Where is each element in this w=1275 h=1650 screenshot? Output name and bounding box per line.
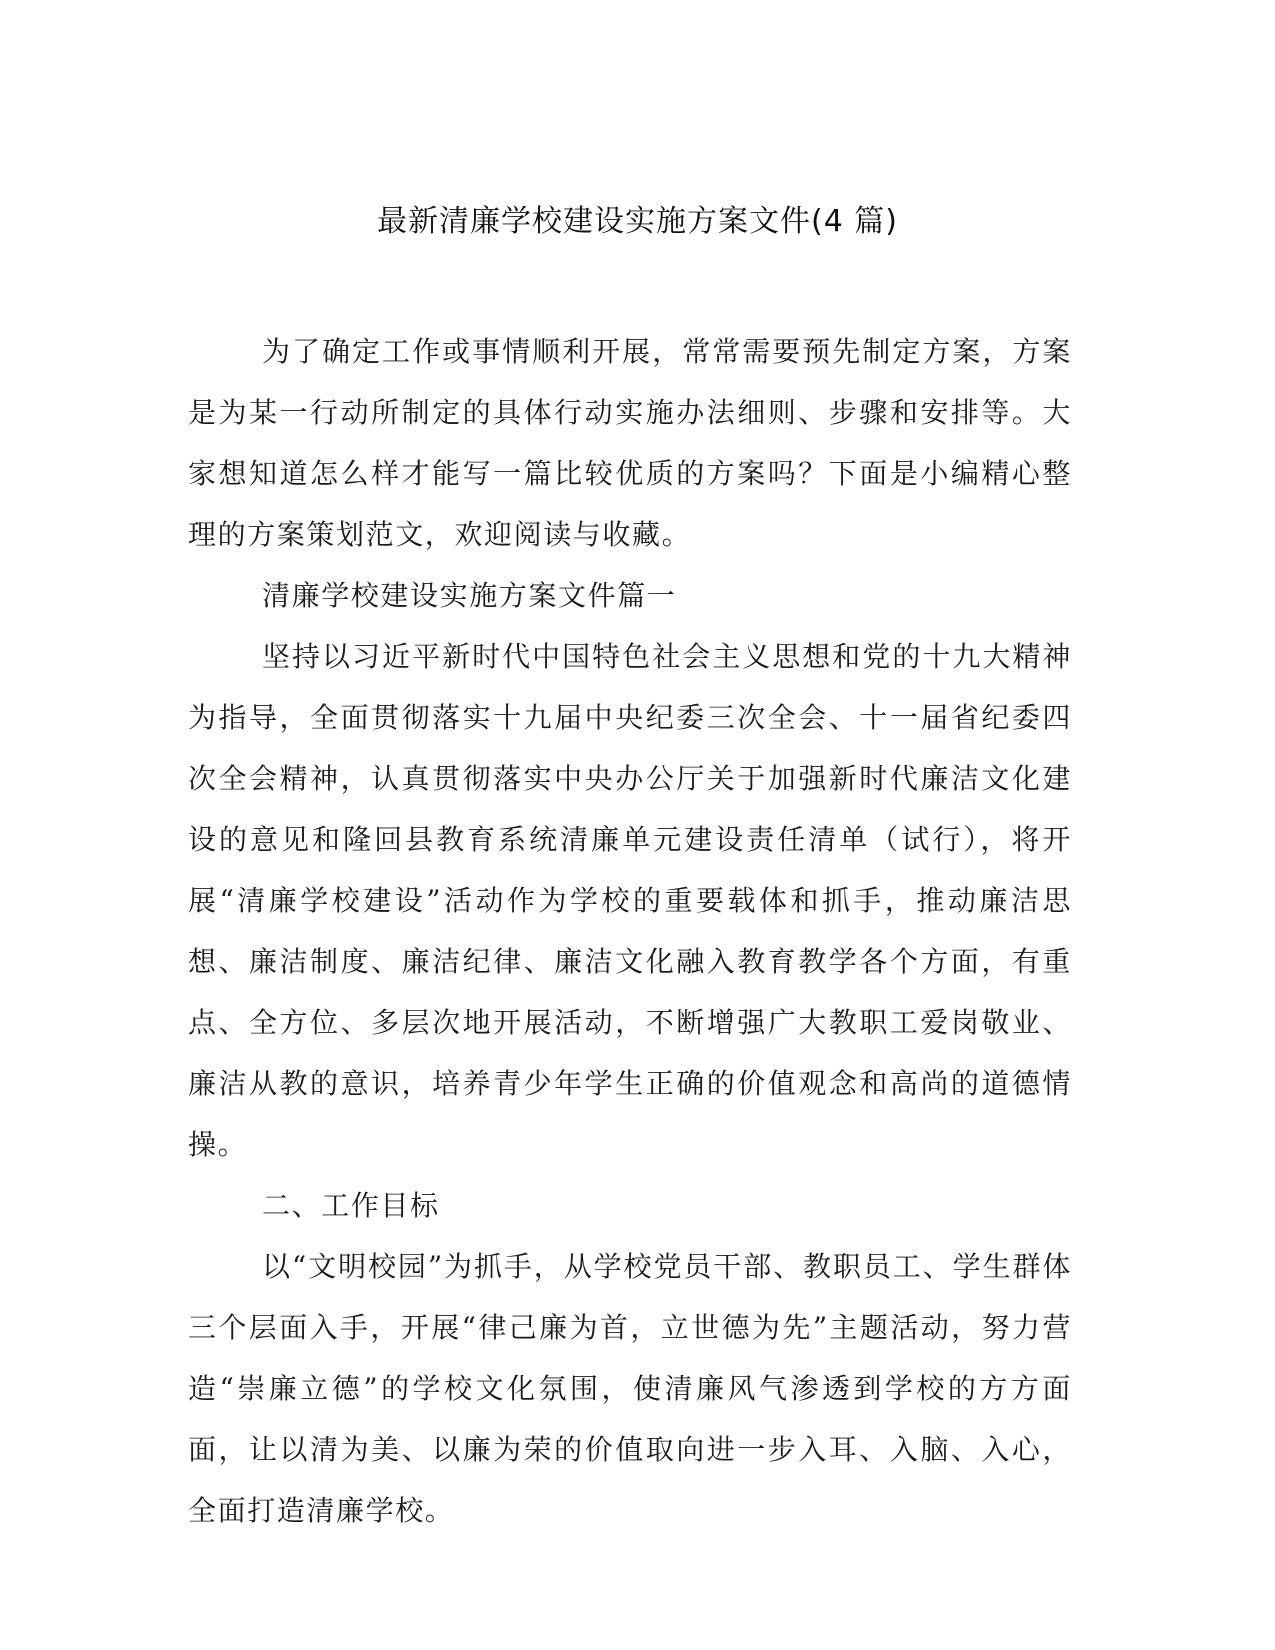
document-body xyxy=(188,321,1072,1541)
work-goals-paragraph: 以“文明校园”为抓手，从学校党员干部、教职员工、学生群体三个层面入手，开展“律己廉为首，立世德为先”主题活动，努力营造“崇廉立德”的学校文化氛围，使清廉风气渗透到学校的方方面面，让以清为美、以廉为荣的价值取向进一步入耳、入脑、入心，全面打造清廉学校。 xyxy=(188,1250,1072,1527)
document-title: 最新清廉学校建设实施方案文件(4 篇) xyxy=(376,204,899,239)
guiding-principle-paragraph: 坚持以习近平新时代中国特色社会主义思想和党的十九大精神为指导，全面贯彻落实十九届中央纪委三次全会、十一届省纪委四次全会精神，认真贯彻落实中央办公厅关于加强新时代廉洁文化建设的意见和隆回县教育系统清廉单元建设责任清单（试行），将开展“清廉学校建设”活动作为学校的重要载体和抓手，推动廉洁思想、廉洁制度、廉洁纪律、廉洁文化融入教育教学各个方面，有重点、全方位、多层次地开展活动，不断增强广大教职工爱岗敬业、廉洁从教的意识，培养青少年学生正确的价值观念和高尚的道德情操。 xyxy=(188,640,1072,1161)
section-heading-work-goals: 二、工作目标 xyxy=(262,1189,440,1222)
section-heading-part-one: 清廉学校建设实施方案文件篇一 xyxy=(262,579,677,612)
intro-paragraph: 为了确定工作或事情顺利开展，常常需要预先制定方案，方案是为某一行动所制定的具体行动实施办法细则、步骤和安排等。大家想知道怎么样才能写一篇比较优质的方案吗？下面是小编精心整理的方案策划范文，欢迎阅读与收藏。 xyxy=(188,335,1072,551)
